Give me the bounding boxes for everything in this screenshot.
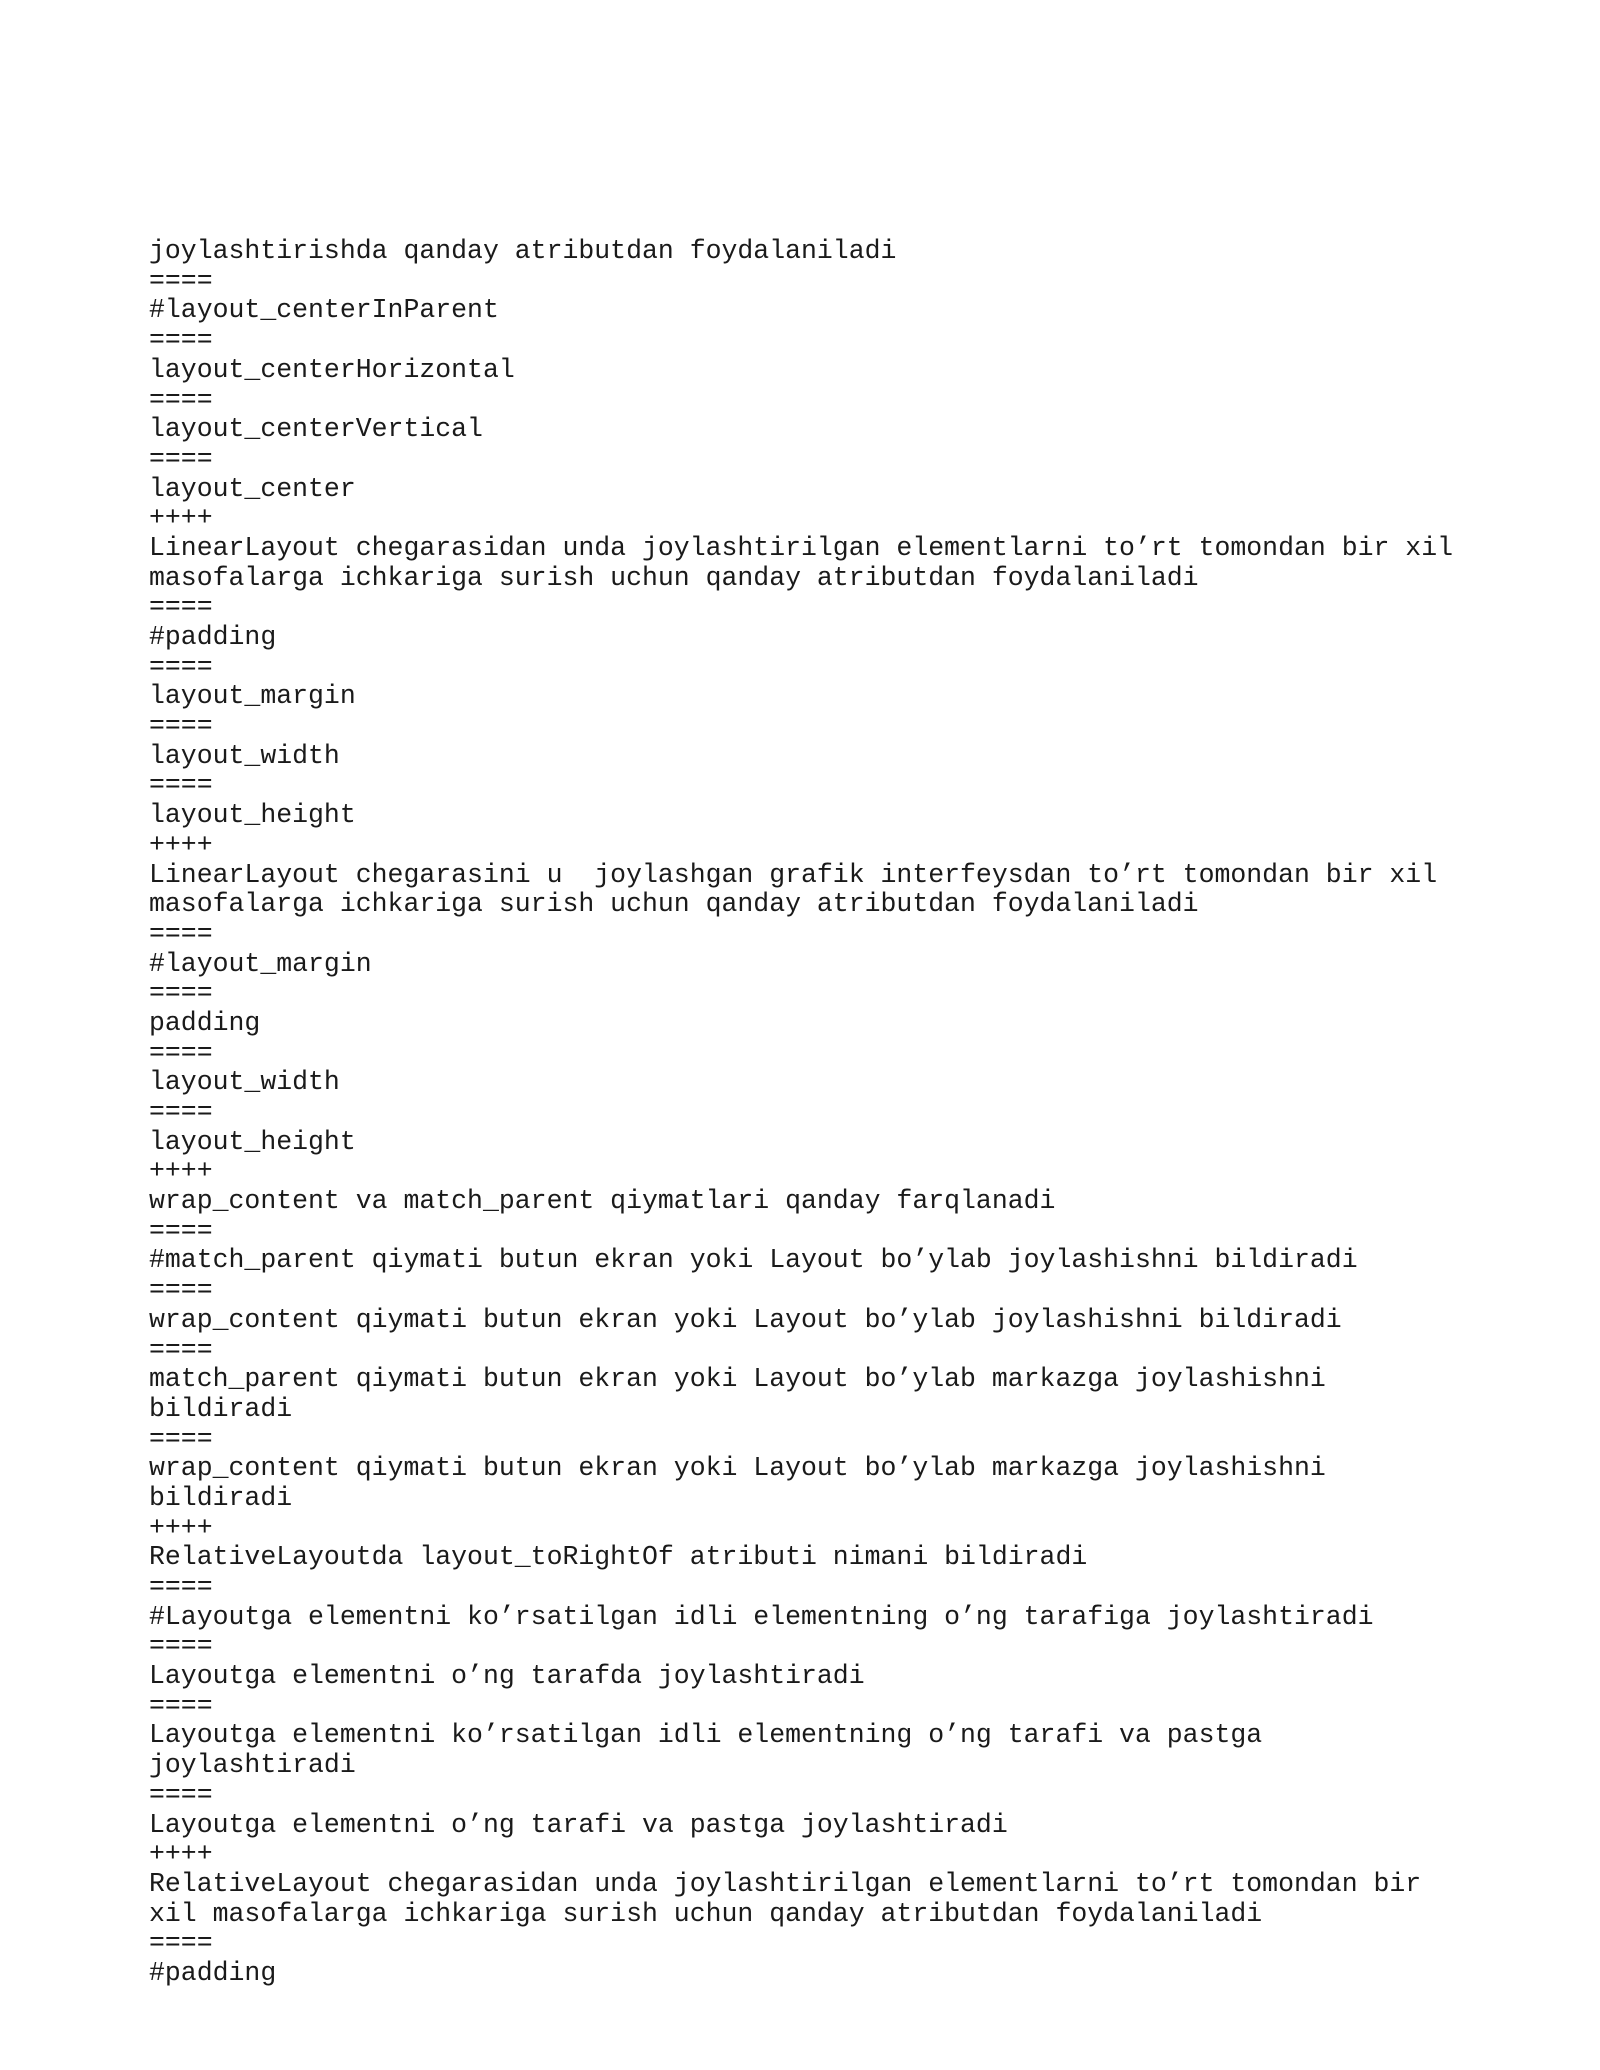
document-line: layout_height (149, 1126, 356, 1157)
document-line: ==== (149, 1423, 213, 1454)
document-line: ==== (149, 1928, 213, 1959)
document-line: ==== (149, 1037, 213, 1068)
document-line: ++++ (149, 1512, 213, 1543)
document-line: ==== (149, 711, 213, 742)
document-line: ==== (149, 1572, 213, 1603)
document-line: masofalarga ichkariga surish uchun qanday atributdan foydalaniladi (149, 562, 1199, 593)
document-line: layout_centerVertical (149, 414, 483, 445)
document-line: match_parent qiymati butun ekran yoki Layout bo’ylab markazga joylashishni (149, 1364, 1326, 1395)
document-line: #Layoutga elementni ko’rsatilgan idli elementning o’ng tarafiga joylashtiradi (149, 1601, 1374, 1632)
document-line: ==== (149, 384, 213, 415)
document-line: layout_width (149, 740, 340, 771)
document-line: ++++ (149, 1839, 213, 1870)
document-line: ==== (149, 443, 213, 474)
document-line: RelativeLayoutda layout_toRightOf atributi nimani bildiradi (149, 1542, 1088, 1573)
document-line: layout_center (149, 473, 356, 504)
document-line: ++++ (149, 1156, 213, 1187)
document-line: wrap_content qiymati butun ekran yoki Layout bo’ylab markazga joylashishni (149, 1453, 1326, 1484)
document-line: padding (149, 1007, 261, 1038)
document-line: #padding (149, 1957, 277, 1988)
document-line: ==== (149, 770, 213, 801)
document-line: ==== (149, 592, 213, 623)
document-line: LinearLayout chegarasini u joylashgan grafik interfeysdan to’rt tomondan bir xil (149, 859, 1438, 890)
document-line: Layoutga elementni ko’rsatilgan idli elementning o’ng tarafi va pastga (149, 1720, 1263, 1751)
document-line: ==== (149, 1097, 213, 1128)
document-line: Layoutga elementni o’ng tarafi va pastga joylashtiradi (149, 1809, 1008, 1840)
document-line: wrap_content qiymati butun ekran yoki Layout bo’ylab joylashishni bildiradi (149, 1304, 1342, 1335)
document-line: joylashtirishda qanday atributdan foydalaniladi (149, 236, 897, 267)
document-line: layout_width (149, 1067, 340, 1098)
document-line: layout_margin (149, 681, 356, 712)
document-line: Layoutga elementni o’ng tarafda joylashtiradi (149, 1661, 865, 1692)
document-line: joylashtiradi (149, 1750, 356, 1781)
document-line: #match_parent qiymati butun ekran yoki Layout bo’ylab joylashishni bildiradi (149, 1245, 1358, 1276)
document-line: layout_height (149, 800, 356, 831)
document-line: bildiradi (149, 1482, 293, 1513)
document-line: #layout_centerInParent (149, 295, 499, 326)
document-line: ==== (149, 1779, 213, 1810)
document-line: LinearLayout chegarasidan unda joylashtirilgan elementlarni to’rt tomondan bir xil (149, 532, 1454, 563)
document-line: ==== (149, 651, 213, 682)
document-line: layout_centerHorizontal (149, 354, 515, 385)
document-line: ==== (149, 978, 213, 1009)
document-line: ==== (149, 1690, 213, 1721)
document-line: ==== (149, 1631, 213, 1662)
document-body (149, 148, 1469, 1989)
document-line: ++++ (149, 503, 213, 534)
document-line: #layout_margin (149, 948, 372, 979)
document-line: xil masofalarga ichkariga surish uchun qanday atributdan foydalaniladi (149, 1898, 1263, 1929)
document-line: RelativeLayout chegarasidan unda joylashtirilgan elementlarni to’rt tomondan bir (149, 1868, 1422, 1899)
document-line: wrap_content va match_parent qiymatlari qanday farqlanadi (149, 1186, 1056, 1217)
document-line: ==== (149, 265, 213, 296)
document-line: ==== (149, 1215, 213, 1246)
document-line: bildiradi (149, 1393, 293, 1424)
document-line: ==== (149, 918, 213, 949)
document-line: ==== (149, 1275, 213, 1306)
document-line: ++++ (149, 829, 213, 860)
document-line: ==== (149, 1334, 213, 1365)
document-line: ==== (149, 325, 213, 356)
document-line: masofalarga ichkariga surish uchun qanday atributdan foydalaniladi (149, 889, 1199, 920)
document-line: #padding (149, 622, 277, 653)
